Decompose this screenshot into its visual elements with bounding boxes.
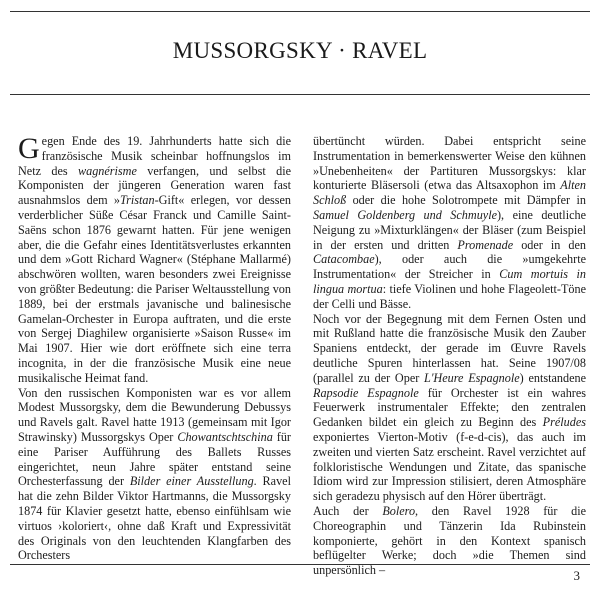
title-rule xyxy=(10,94,590,95)
paragraph: Gegen Ende des 19. Jahrhunderts hatte sich die französische Musik scheinbar hoffnungslos im Netz des wagnérisme verfangen, und selbst die Komponisten der jüngeren Generation waren fast ausnahmslos dem »Tristan-Gift« erlegen, vor dessen verderblicher Süße César Franck und Camille Saint-Saëns schon 1876 gewarnt hatten. Für jene wenigen aber, die die Gefahr eines Identitätsverlustes erkannten und dem »Gott Richard Wagner« (Stéphane Mallarmé) abschwören wollten, waren besonders zwei Ereignisse von größter Bedeutung: die Pariser Weltausstellung von 1889, bei der erstmals javanische und balinesische Gamelan-Orchester in Europa auftraten, und die erste von Sergej Diaghilew organisierte »Saison Russe« im Mai 1907. Hier wie dort eröffnete sich eine terra incognita, in der die französische Musik eine neue musikalische Heimat fand. xyxy=(18,132,291,385)
top-rule xyxy=(10,11,590,12)
paragraph: Auch der Bolero, den Ravel 1928 für die Choreographin und Tänzerin Ida Rubinstein komponierte, gehört in den Kontext spanisch beflügelter Werke; doch »die Themen sind unpersönlich – xyxy=(313,503,586,578)
drop-cap: G xyxy=(18,132,40,165)
page-number: 3 xyxy=(573,568,580,583)
left-column xyxy=(18,134,291,563)
right-column xyxy=(313,134,586,578)
page-title: MUSSORGSKY · RAVEL xyxy=(172,38,428,63)
paragraph: Von den russischen Komponisten war es vor allem Modest Mussorgsky, dem die Bewunderung Debussys und Ravels galt. Ravel hatte 1913 (gemeinsam mit Igor Strawinsky) Mussorgskys Oper Chowantschtschina für eine Pariser Aufführung des Ballets Russes eingerichtet, neun Jahre später entstand seine Orchesterfassung der Bilder einer Ausstellung. Ravel hat die zehn Bilder Viktor Hartmanns, die Mussorgsky 1874 für Klavier gesetzt hatte, ebenso einfühlsam wie virtuos ›koloriert‹, ohne daß Kraft und Expressivität des Originals von den leuchtenden Klangfarben des Orchesters xyxy=(18,385,291,563)
paragraph: Noch vor der Begegnung mit dem Fernen Osten und mit Rußland hatte die französische Musik den Zauber Spaniens entdeckt, der gerade im Œuvre Ravels deutliche Spuren hinterlassen hat. Seine 1907/08 (parallel zu der Oper L'Heure Espagnole) entstandene Rapsodie Espagnole für Orchester ist ein wahres Feuerwerk instrumentaler Effekte; den zentralen Gedanken bildet ein gleich zu Beginn des Préludes exponiertes Vierton-Motiv (f-e-d-cis), das auch im zweiten und vierten Satz erscheint. Ravel verzichtet auf folkloristische Wendungen und Zitate, das spanische Idiom wird zur Impression stilisiert, deren Atmosphäre sich geradezu physisch auf den Hörer überträgt. xyxy=(313,311,587,504)
bottom-rule xyxy=(10,564,590,565)
paragraph: übertüncht würden. Dabei entspricht seine Instrumentation in bemerkenswerter Weise den kühnen »Unebenheiten« der Partituren Mussorgskys: klar konturierte Bläsersoli (etwa das Altsaxophon im Alten Schloß oder die hohe Solotrompete mit Dämpfer in Samuel Goldenberg und Schmuyle), eine deutliche Neigung zu »Mixturklängen« der Bläser (zum Beispiel in der ersten und dritten Promenade oder in den Catacombae), oder auch die »umgekehrte Instrumentation« der Streicher in Cum mortuis in lingua mortua: tiefe Violinen und hohe Flageolett-Töne der Celli und Bässe. xyxy=(313,134,587,311)
